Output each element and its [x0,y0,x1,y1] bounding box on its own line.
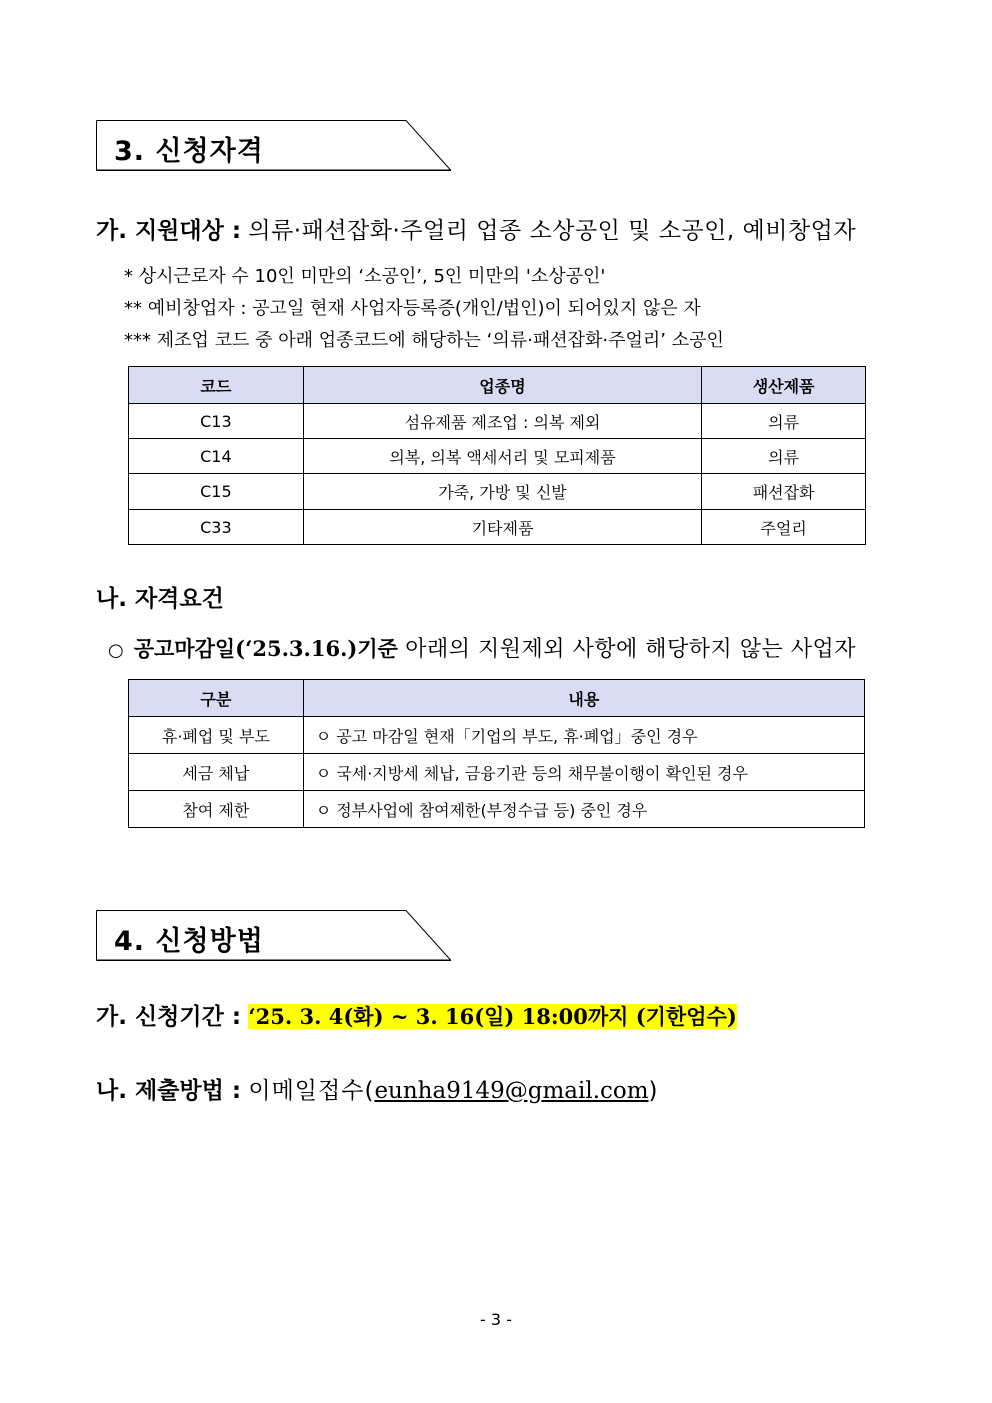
target-label: 가. 지원대상 : [96,218,242,244]
category-cell: 세금 체납 [129,754,304,791]
content-cell: ㅇ 국세·지방세 체납, 금융기관 등의 채무불이행이 확인된 경우 [303,754,864,791]
industry-cell: 의복, 의복 액세서리 및 모피제품 [303,439,701,474]
period-line [96,998,737,1031]
eligibility-bullet [108,632,856,663]
industry-cell: 가죽, 가방 및 신발 [303,474,701,510]
target-line [96,212,856,245]
product-cell: 의류 [702,404,866,439]
header-content: 내용 [303,680,864,717]
product-cell: 의류 [702,439,866,474]
industry-code-table [128,366,866,545]
table-row [129,404,866,439]
section-4-header [96,910,452,960]
submission-label: 나. 제출방법 : [96,1078,242,1104]
table-row [129,510,866,545]
category-cell: 참여 제한 [129,791,304,828]
header-product: 생산제품 [702,367,866,404]
table-row [129,791,865,828]
note-1: * 상시근로자 수 10인 미만의 ‘소공인’, 5인 미만의 '소상공인' [124,266,606,287]
email-link[interactable]: eunha9149@gmail.com [374,1078,649,1104]
exclusion-table [128,679,865,828]
industry-cell: 섬유제품 제조업 : 의복 제외 [303,404,701,439]
eligibility-bullet-text: 아래의 지원제외 사항에 해당하지 않는 사업자 [405,637,856,662]
eligibility-label: 나. 자격요건 [96,586,224,612]
note-3: *** 제조업 코드 중 아래 업종코드에 해당하는 ‘의류·패션잡화·주얼리’ 소공인 [124,330,724,351]
circle-bullet-icon: ○ [108,640,124,661]
code-cell: C14 [129,439,304,474]
table-row [129,754,865,791]
content-cell: ㅇ 공고 마감일 현재「기업의 부도, 휴·폐업」중인 경우 [303,717,864,754]
section-4-title: 4. 신청방법 [114,926,264,957]
header-category: 구분 [129,680,304,717]
table-row [129,717,865,754]
industry-cell: 기타제품 [303,510,701,545]
page-number: - 3 - [480,1310,512,1329]
section-3-title: 3. 신청자격 [114,136,264,167]
period-label: 가. 신청기간 : [96,1004,242,1030]
product-cell: 패션잡화 [702,474,866,510]
submission-line [96,1072,658,1105]
product-cell: 주얼리 [702,510,866,545]
section-3-header [96,120,452,170]
content-cell: ㅇ 정부사업에 참여제한(부정수급 등) 중인 경우 [303,791,864,828]
code-cell: C15 [129,474,304,510]
category-cell: 휴·폐업 및 부도 [129,717,304,754]
submission-close: ) [648,1078,658,1104]
submission-text: 이메일접수( [248,1078,375,1104]
period-text: ‘25. 3. 4(화) ~ 3. 16(일) 18:00까지 (기한엄수) [248,1004,737,1029]
code-cell: C33 [129,510,304,545]
target-text: 의류·패션잡화·주얼리 업종 소상공인 및 소공인, 예비창업자 [248,218,857,244]
code-cell: C13 [129,404,304,439]
table-header-row [129,680,865,717]
header-code: 코드 [129,367,304,404]
header-industry: 업종명 [303,367,701,404]
table-row [129,439,866,474]
eligibility-heading [96,580,224,613]
table-row [129,474,866,510]
table-header-row [129,367,866,404]
note-2: ** 예비창업자 : 공고일 현재 사업자등록증(개인/법인)이 되어있지 않은 자 [124,298,701,319]
eligibility-bullet-bold: 공고마감일(‘25.3.16.)기준 [133,636,398,661]
